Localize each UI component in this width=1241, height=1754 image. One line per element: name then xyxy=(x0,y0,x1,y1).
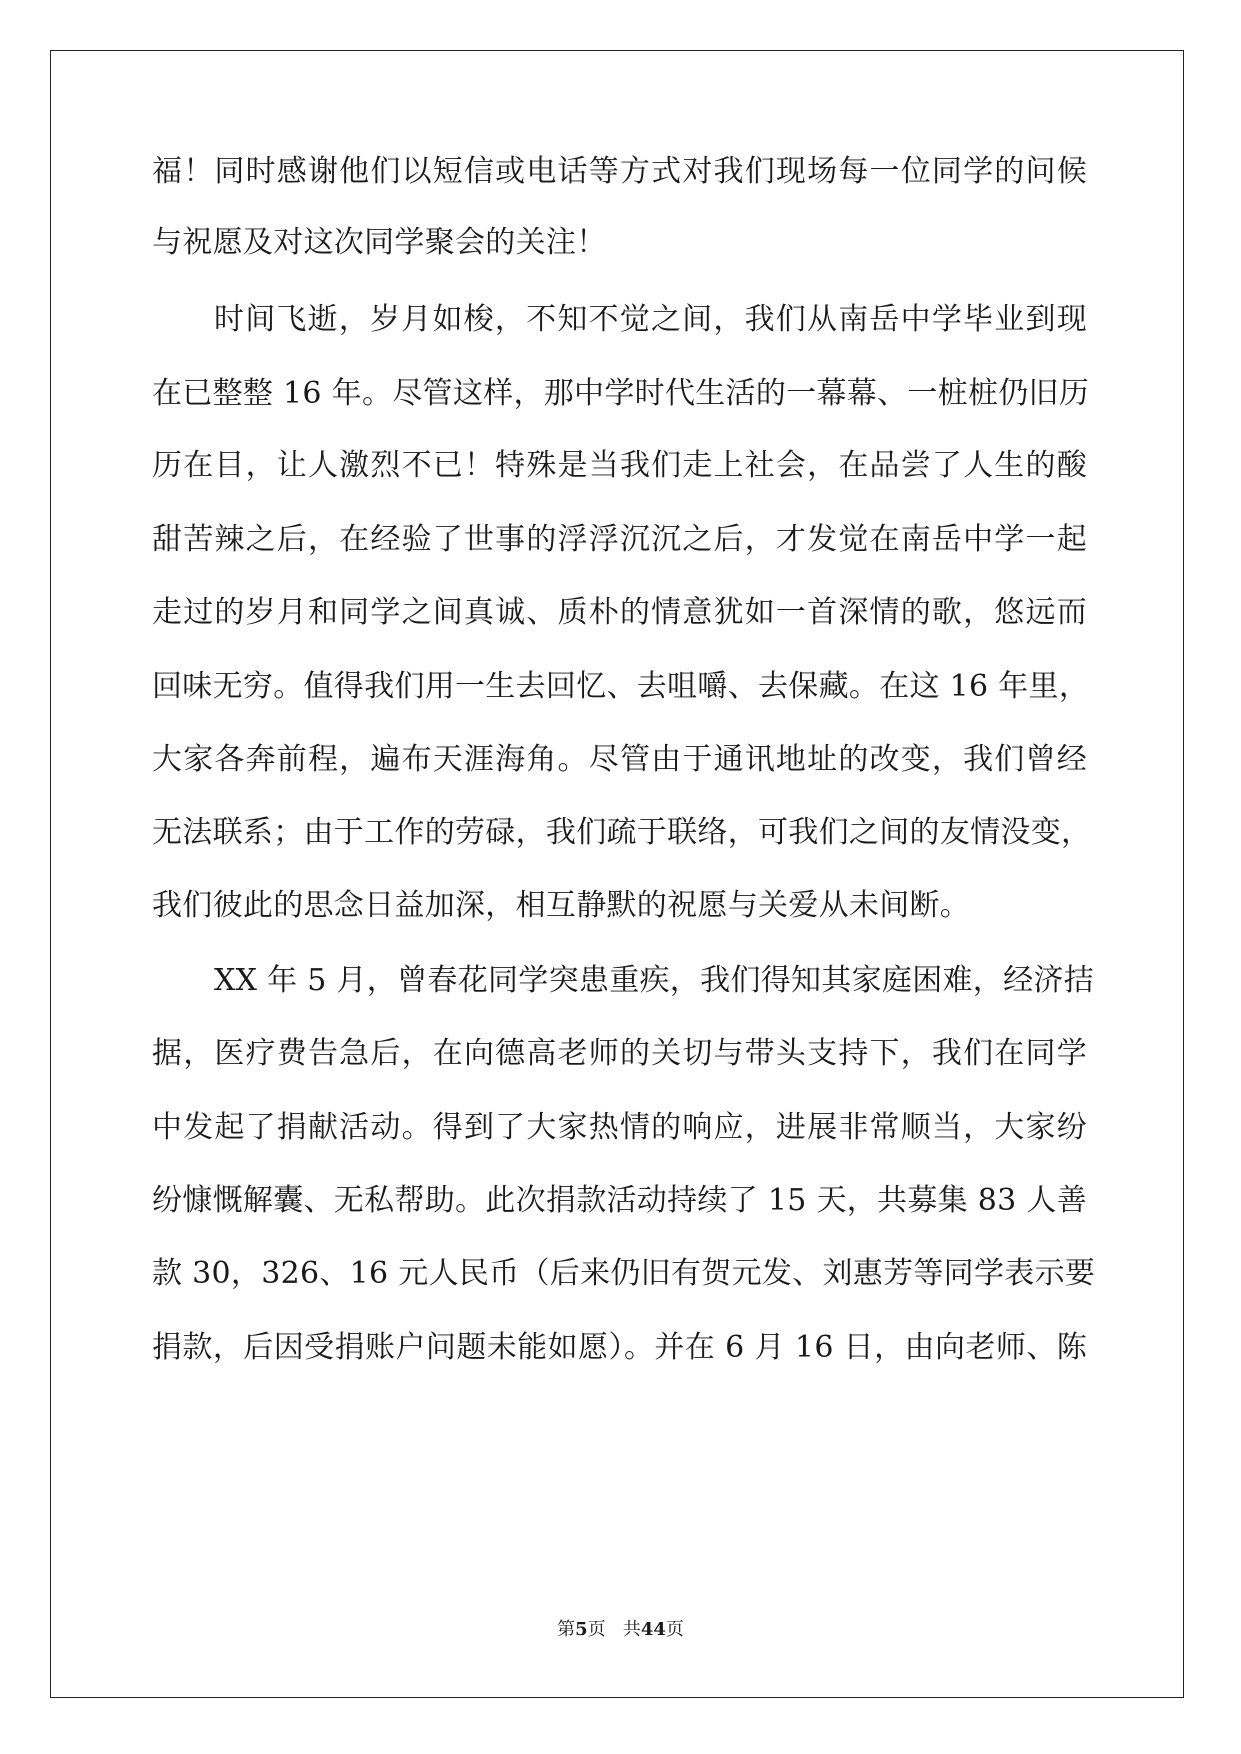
text-line: 走过的岁月和同学之间真诚、质朴的情意犹如一首深情的歌，悠远而 xyxy=(152,595,1087,630)
total-suffix: 页 xyxy=(665,1619,684,1640)
text-line: 纷慷慨解囊、无私帮助。此次捐款活动持续了 15 天，共募集 83 人善 xyxy=(152,1183,1087,1218)
text-line: 福！同时感谢他们以短信或电话等方式对我们现场每一位同学的问候 xyxy=(152,154,1087,189)
text-line: 与祝愿及对这次同学聚会的关注！ xyxy=(152,225,607,260)
text-line: 无法联系；由于工作的劳碌，我们疏于联络，可我们之间的友情没变， xyxy=(152,815,1092,850)
text-line: 我们彼此的思念日益加深，相互静默的祝愿与关爱从未间断。 xyxy=(152,888,971,923)
page-footer xyxy=(0,1615,1241,1645)
text-line: 中发起了捐献活动。得到了大家热情的响应，进展非常顺当，大家纷 xyxy=(152,1110,1087,1145)
text-line: 历在目，让人激烈不已！特殊是当我们走上社会，在品尝了人生的酸 xyxy=(152,448,1087,483)
text-line: 据，医疗费告急后，在向德高老师的关切与带头支持下，我们在同学 xyxy=(152,1036,1087,1071)
total-pages: 44 xyxy=(640,1619,666,1640)
page-prefix: 第 xyxy=(557,1619,576,1640)
text-line: 时间飞逝，岁月如梭，不知不觉之间，我们从南岳中学毕业到现 xyxy=(214,302,1087,337)
text-line: XX 年 5 月，曾春花同学突患重疾，我们得知其家庭困难，经济拮 xyxy=(214,963,1095,998)
text-line: 甜苦辣之后，在经验了世事的浮浮沉沉之后，才发觉在南岳中学一起 xyxy=(152,522,1087,557)
total-prefix: 共 xyxy=(622,1619,641,1640)
page-suffix: 页 xyxy=(587,1619,606,1640)
page-number: 5 xyxy=(575,1619,588,1640)
text-line: 在已整整 16 年。尽管这样，那中学时代生活的一幕幕、一桩桩仍旧历 xyxy=(152,376,1090,411)
text-line: 回味无穷。值得我们用一生去回忆、去咀嚼、去保藏。在这 16 年里， xyxy=(152,669,1090,704)
text-line: 大家各奔前程，遍布天涯海角。尽管由于通讯地址的改变，我们曾经 xyxy=(152,742,1087,777)
text-line: 捐款，后因受捐账户问题未能如愿）。并在 6 月 16 日，由向老师、陈 xyxy=(152,1330,1087,1365)
text-line: 款 30，326、16 元人民币（后来仍旧有贺元发、刘惠芳等同学表示要 xyxy=(152,1256,1096,1291)
